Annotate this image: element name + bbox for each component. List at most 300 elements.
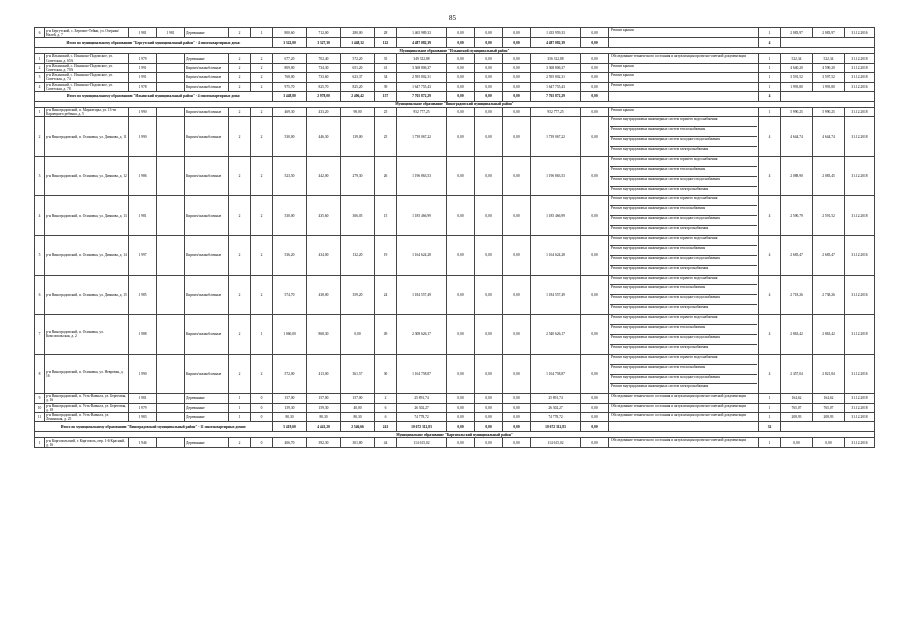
table-cell: 523,50 bbox=[273, 156, 307, 196]
address-cell: р-н Бергутский, с. Бергишт-Тейни, ул. Озерная/Налей, д. 7 bbox=[45, 28, 129, 38]
table-cell: 4 bbox=[759, 196, 781, 236]
table-cell: 74 778,72 bbox=[531, 413, 581, 422]
table-cell: 0,00 bbox=[581, 73, 609, 82]
table-cell: 41 bbox=[375, 63, 397, 72]
table-cell: 157,00 bbox=[341, 394, 375, 403]
work-item: Ремонт внутридомовых инженерных систем теплоснабжения bbox=[610, 127, 757, 137]
table-cell bbox=[157, 156, 185, 196]
table-cell: 0,00 bbox=[475, 315, 503, 355]
work-item: Ремонт внутридомовых инженерных систем электроснабжения bbox=[611, 186, 709, 191]
table-cell: 0,00 bbox=[447, 28, 475, 38]
works-cell bbox=[609, 275, 759, 315]
table-cell: 0,00 bbox=[581, 354, 609, 394]
subtotal-value: 0,00 bbox=[503, 422, 531, 432]
table-row bbox=[35, 107, 875, 116]
table-cell: 0,00 bbox=[503, 73, 531, 82]
table-cell: 0,00 bbox=[581, 275, 609, 315]
subtotal-value: 7 765 872,29 bbox=[397, 91, 447, 101]
table-cell: 2 821,84 bbox=[813, 354, 845, 394]
subtotal-label: Итого по муниципальному образованию "Виноградовский муниципальный район" - 11 многоквартирных домов: bbox=[35, 422, 273, 432]
work-item: Ремонт внутридомовых инженерных систем горячего водоснабжения bbox=[610, 315, 757, 325]
table-cell: 0,00 bbox=[581, 196, 609, 236]
empty-cell bbox=[609, 91, 759, 101]
table-cell: 1 988 bbox=[129, 315, 157, 355]
works-cell bbox=[609, 54, 759, 63]
table-cell: 712,00 bbox=[307, 28, 341, 38]
table-cell: 765,07 bbox=[781, 403, 813, 412]
works-cell bbox=[609, 28, 759, 38]
table-cell: 31.12.2016 bbox=[845, 354, 875, 394]
subtotal-value: 0,00 bbox=[503, 91, 531, 101]
table-cell: 0,00 bbox=[447, 156, 475, 196]
table-cell: 25 bbox=[375, 107, 397, 116]
subtotal-value: 241 bbox=[375, 422, 397, 432]
works-cell bbox=[609, 63, 759, 72]
table-cell: 4 bbox=[759, 354, 781, 394]
table-cell: 2 bbox=[229, 275, 251, 315]
table-cell: 0,00 bbox=[475, 354, 503, 394]
table-cell: 80,30 bbox=[273, 413, 307, 422]
table-cell: 31.12.2018 bbox=[845, 63, 875, 72]
table-cell: 0,00 bbox=[503, 156, 531, 196]
work-item: Обследование технического состояния и актуализация проектно-сметной документации bbox=[611, 438, 747, 443]
table-cell: 0,00 bbox=[475, 236, 503, 276]
table-cell: 2 bbox=[229, 28, 251, 38]
table-cell: 0,00 bbox=[813, 438, 845, 447]
subtotal-value: 0,00 bbox=[581, 422, 609, 432]
table-cell: 39 bbox=[375, 82, 397, 91]
table-cell: Кирпич/шлакоблочные bbox=[185, 107, 229, 116]
subtotal-value: 4 487 082,39 bbox=[397, 38, 447, 48]
table-cell: 0 bbox=[251, 438, 273, 447]
table-cell: 768,00 bbox=[273, 73, 307, 82]
table-cell: 2 bbox=[251, 107, 273, 116]
table-cell: 4 bbox=[759, 117, 781, 157]
table-cell: 2 bbox=[229, 236, 251, 276]
empty-cell bbox=[781, 91, 875, 101]
table-cell: 44 bbox=[375, 438, 397, 447]
table-cell: 9 bbox=[35, 394, 45, 403]
address-cell: р-н Виноградовский, п. Осиновка, ул. Димкова, д. 12 bbox=[45, 156, 129, 196]
table-cell: 1 185 466,99 bbox=[397, 196, 447, 236]
table-cell: 1 196 863,53 bbox=[397, 156, 447, 196]
table-cell: 0,00 bbox=[581, 156, 609, 196]
table-cell: 0,00 bbox=[581, 236, 609, 276]
table-cell: 2 bbox=[375, 394, 397, 403]
subtotal-value: 3 322,00 bbox=[273, 38, 307, 48]
table-cell: 433,20 bbox=[307, 107, 341, 116]
works-cell bbox=[609, 354, 759, 394]
table-cell: 2 bbox=[251, 275, 273, 315]
table-cell: 734,30 bbox=[307, 63, 341, 72]
table-row bbox=[35, 275, 875, 315]
subtotal-label: Итого по муниципальному образованию "Бергутский муниципальный район" - 4 многоквартирных дома: bbox=[35, 38, 273, 48]
table-cell: 1 997 bbox=[129, 236, 157, 276]
table-cell: 159,30 bbox=[307, 403, 341, 412]
table-cell: 10 bbox=[35, 403, 45, 412]
table-cell: 1 465 989,33 bbox=[397, 28, 447, 38]
empty-cell bbox=[609, 38, 759, 48]
table-cell: 825,70 bbox=[307, 82, 341, 91]
table-cell: 280,00 bbox=[341, 28, 375, 38]
table-cell: 2 bbox=[229, 156, 251, 196]
table-cell: 157,00 bbox=[307, 394, 341, 403]
table-cell: 651,20 bbox=[341, 63, 375, 72]
table-cell: 114 615,02 bbox=[531, 438, 581, 447]
subtotal-value: 10 672 312,83 bbox=[397, 422, 447, 432]
table-cell: 0,00 bbox=[447, 107, 475, 116]
table-cell: 98,00 bbox=[341, 107, 375, 116]
table-cell: 702,40 bbox=[307, 54, 341, 63]
table-cell: 0,00 bbox=[447, 82, 475, 91]
table-cell: 361,57 bbox=[341, 354, 375, 394]
table-cell: 6 bbox=[375, 413, 397, 422]
empty-cell bbox=[609, 422, 759, 432]
table-cell: 2 718,26 bbox=[781, 275, 813, 315]
table-cell: 0,00 bbox=[475, 394, 503, 403]
table-cell: 1 bbox=[759, 54, 781, 63]
empty-cell bbox=[781, 38, 875, 48]
address-cell: р-н Виноградовский, п. Усть-Ваеньга, ул. Береговая, д. 18 bbox=[45, 403, 129, 412]
table-cell bbox=[157, 236, 185, 276]
work-item: Ремонт внутридомовых инженерных систем теплоснабжения bbox=[610, 206, 757, 216]
table-cell: 301,80 bbox=[341, 438, 375, 447]
table-cell: 2 bbox=[229, 107, 251, 116]
address-cell: р-н Виноградовский, п. Осиновка, ул. Димкова, д. 13 bbox=[45, 196, 129, 236]
table-cell: 0,00 bbox=[581, 315, 609, 355]
table-cell: 1 bbox=[251, 28, 273, 38]
subtotal-value: 0,00 bbox=[447, 38, 475, 48]
work-item: Ремонт внутридомовых инженерных систем горячего водоснабжения bbox=[610, 276, 757, 286]
page-number: 85 bbox=[449, 14, 456, 22]
table-cell: 26 bbox=[375, 156, 397, 196]
table-row bbox=[35, 403, 875, 412]
table-cell bbox=[157, 54, 185, 63]
works-cell bbox=[609, 394, 759, 403]
subtotal-value: 4 487 082,39 bbox=[531, 38, 581, 48]
table-cell: 0,00 bbox=[475, 413, 503, 422]
table-cell bbox=[157, 107, 185, 116]
table-cell: 4 640,20 bbox=[781, 63, 813, 72]
table-cell: 2 bbox=[251, 196, 273, 236]
table-cell: 74 778,72 bbox=[397, 413, 447, 422]
table-cell: 80,30 bbox=[307, 413, 341, 422]
table-cell: 3 591,52 bbox=[781, 73, 813, 82]
table-row bbox=[35, 54, 875, 63]
table-cell: 0,00 bbox=[581, 28, 609, 38]
table-cell: 0,00 bbox=[503, 413, 531, 422]
address-cell: р-н Виноградовский, п. Осиновка, ул. Димкова, д. 15 bbox=[45, 275, 129, 315]
table-cell: 1 985 bbox=[129, 275, 157, 315]
table-cell bbox=[157, 117, 185, 157]
table-cell: 2 bbox=[251, 63, 273, 72]
table-cell: 5 990,25 bbox=[781, 107, 813, 116]
work-item: Ремонт внутридомовых инженерных систем холодного водоснабжения bbox=[610, 295, 757, 305]
table-cell: 24 bbox=[375, 275, 397, 315]
table-cell bbox=[157, 73, 185, 82]
subtotal-value: 0,00 bbox=[475, 91, 503, 101]
table-cell: 1 981 bbox=[129, 28, 157, 38]
table-cell: 6 bbox=[375, 403, 397, 412]
table-cell: 1 647 755,43 bbox=[531, 82, 581, 91]
table-cell: 0,00 bbox=[581, 117, 609, 157]
table-row bbox=[35, 82, 875, 91]
work-item: Ремонт внутридомовых инженерных систем теплоснабжения bbox=[610, 167, 757, 177]
work-item: Ремонт внутридомовых инженерных систем электроснабжения bbox=[611, 265, 709, 270]
table-cell: 31.12.2018 bbox=[845, 394, 875, 403]
table-cell: 2 bbox=[229, 63, 251, 72]
table-cell: 2 683,47 bbox=[781, 236, 813, 276]
table-cell: 0 bbox=[251, 394, 273, 403]
table-row bbox=[35, 394, 875, 403]
table-cell bbox=[157, 394, 185, 403]
table-cell: 2 bbox=[251, 236, 273, 276]
table-cell: 34 bbox=[375, 73, 397, 82]
table-cell: 0,00 bbox=[447, 196, 475, 236]
table-cell: 159,30 bbox=[273, 403, 307, 412]
table-cell: 1 991 bbox=[129, 63, 157, 72]
table-cell: 536,20 bbox=[273, 236, 307, 276]
table-cell: 2 083,97 bbox=[813, 28, 845, 38]
table-cell: 2 bbox=[229, 315, 251, 355]
table-cell: 0,00 bbox=[503, 63, 531, 72]
table-cell: 1 bbox=[35, 438, 45, 447]
table-cell: 31.12.2016 bbox=[845, 236, 875, 276]
table-cell: 0,00 bbox=[447, 413, 475, 422]
table-cell: 7 bbox=[35, 315, 45, 355]
work-item: Обследование технического состояния и актуализация проектно-сметной документации bbox=[611, 403, 747, 408]
table-cell: 2 591,52 bbox=[813, 196, 845, 236]
section-title: Муниципальное образование "Виноградовский муниципальный район" bbox=[35, 101, 875, 107]
table-cell: 1 979 bbox=[129, 54, 157, 63]
subtotal-value: 10 672 312,83 bbox=[531, 422, 581, 432]
table-cell: 25 bbox=[375, 117, 397, 157]
table-cell: 4 bbox=[759, 156, 781, 196]
table-cell: 0,00 bbox=[475, 275, 503, 315]
table-cell: 0,00 bbox=[503, 354, 531, 394]
table-row bbox=[35, 438, 875, 447]
work-item: Ремонт внутридомовых инженерных систем теплоснабжения bbox=[610, 365, 757, 375]
table-cell: 0,00 bbox=[341, 315, 375, 355]
table-cell: 0,00 bbox=[475, 107, 503, 116]
table-cell: 1 990 bbox=[129, 117, 157, 157]
section-title: Муниципальное образование "Каргопольский муниципальный район" bbox=[35, 432, 875, 438]
table-cell: 2 bbox=[251, 82, 273, 91]
subtotal-value: 5 419,60 bbox=[273, 422, 307, 432]
work-item: Ремонт крыши bbox=[611, 28, 634, 32]
table-cell: 0,00 bbox=[503, 394, 531, 403]
address-cell: р-н Виноградовский, п. Осиновка, ул. Димкова, д. 11 bbox=[45, 117, 129, 157]
work-item: Ремонт внутридомовых инженерных систем холодного водоснабжения bbox=[610, 375, 757, 385]
subtotal-row bbox=[35, 91, 875, 101]
subtotal-row bbox=[35, 38, 875, 48]
table-cell: 952 777,25 bbox=[531, 107, 581, 116]
empty-cell bbox=[781, 422, 875, 432]
table-row bbox=[35, 413, 875, 422]
table-cell: 2 863,42 bbox=[781, 315, 813, 355]
table-cell: 522,34 bbox=[813, 54, 845, 63]
table-cell: 1 bbox=[35, 107, 45, 116]
table-cell: 623,37 bbox=[341, 73, 375, 82]
subtotal-value: 2 546,66 bbox=[341, 422, 375, 432]
table-cell: 1 993,80 bbox=[813, 82, 845, 91]
table-cell: 4 644,74 bbox=[813, 117, 845, 157]
table-cell: 306,05 bbox=[341, 196, 375, 236]
address-cell: р-н Виноградовский, п. Осиновка, ул. Невровая, д. 16 bbox=[45, 354, 129, 394]
table-cell: 3 368 806,37 bbox=[531, 63, 581, 72]
work-item: Ремонт внутридомовых инженерных систем электроснабжения bbox=[611, 384, 709, 389]
work-item: Ремонт внутридомовых инженерных систем теплоснабжения bbox=[610, 285, 757, 295]
table-cell: 31.12.2018 bbox=[845, 196, 875, 236]
works-cell bbox=[609, 403, 759, 412]
table-cell: 1 990 bbox=[129, 354, 157, 394]
work-item: Ремонт внутридомовых инженерных систем холодного водоснабжения bbox=[610, 177, 757, 187]
table-cell: 15 bbox=[375, 196, 397, 236]
table-cell: 572,20 bbox=[341, 54, 375, 63]
address-cell: р-н Ильинский, с. Ильинско-Подомское, ул. Советская, д. 70А bbox=[45, 63, 129, 72]
work-item: Ремонт внутридомовых инженерных систем электроснабжения bbox=[611, 147, 709, 152]
table-cell: 31.12.2018 bbox=[845, 73, 875, 82]
table-cell: 2 738,26 bbox=[813, 275, 845, 315]
table-cell: 132,20 bbox=[341, 236, 375, 276]
table-cell: 0,00 bbox=[503, 107, 531, 116]
table-cell: 31.12.2018 bbox=[845, 315, 875, 355]
table-cell: 3 bbox=[35, 156, 45, 196]
table-cell: 6 bbox=[35, 28, 45, 38]
table-cell: 572,00 bbox=[273, 354, 307, 394]
table-cell: 26 302,27 bbox=[531, 403, 581, 412]
table-cell: 1 bbox=[229, 413, 251, 422]
table-row bbox=[35, 354, 875, 394]
table-cell: 0,00 bbox=[447, 73, 475, 82]
table-cell: 359,20 bbox=[341, 275, 375, 315]
table-cell: 1 bbox=[759, 28, 781, 38]
table-cell: 1 bbox=[35, 54, 45, 63]
work-item: Обследование технического состояния и актуализация проектно-сметной документации bbox=[611, 394, 747, 399]
works-cell bbox=[609, 196, 759, 236]
work-item: Ремонт внутридомовых инженерных систем горячего водоснабжения bbox=[610, 196, 757, 206]
table-cell: 49 bbox=[375, 315, 397, 355]
table-cell: 1 bbox=[229, 403, 251, 412]
table-cell: 0,00 bbox=[781, 438, 813, 447]
work-item: Ремонт внутридомовых инженерных систем холодного водоснабжения bbox=[610, 216, 757, 226]
table-cell: 0,00 bbox=[503, 236, 531, 276]
subtotal-value: 0,00 bbox=[447, 91, 475, 101]
table-cell: 800,60 bbox=[273, 28, 307, 38]
table-cell: 31.12.2016 bbox=[845, 82, 875, 91]
table-cell: 1 bbox=[759, 73, 781, 82]
table-cell: 164,62 bbox=[813, 394, 845, 403]
table-cell: 2 083,45 bbox=[813, 156, 845, 196]
table-cell: 0,00 bbox=[581, 54, 609, 63]
table-cell: 1 739 067,22 bbox=[397, 117, 447, 157]
work-item: Ремонт внутридомовых инженерных систем холодного водоснабжения bbox=[610, 137, 757, 147]
table-cell: Деревянные bbox=[185, 28, 229, 38]
work-item: Обследование технического состояния и актуализация проектно-сметной документации bbox=[611, 54, 747, 59]
table-cell bbox=[157, 82, 185, 91]
table-cell: 1 bbox=[759, 413, 781, 422]
works-cell bbox=[609, 438, 759, 447]
table-cell: 574,70 bbox=[273, 275, 307, 315]
subtotal-value: 7 765 872,29 bbox=[531, 91, 581, 101]
subtotal-value: 0,00 bbox=[503, 38, 531, 48]
table-cell: 0,00 bbox=[447, 275, 475, 315]
table-cell: 2 863,42 bbox=[813, 315, 845, 355]
table-cell: 31.12.2018 bbox=[845, 156, 875, 196]
table-cell: 952 777,25 bbox=[397, 107, 447, 116]
table-row bbox=[35, 156, 875, 196]
table-cell bbox=[157, 403, 185, 412]
table-cell: 0,00 bbox=[503, 438, 531, 447]
table-cell: 0,00 bbox=[503, 117, 531, 157]
table-cell: 2 bbox=[229, 196, 251, 236]
works-cell bbox=[609, 82, 759, 91]
table-cell: 0,00 bbox=[503, 315, 531, 355]
table-cell: 434,00 bbox=[307, 236, 341, 276]
table-cell: 1 164 624,28 bbox=[531, 236, 581, 276]
table-cell: 1 196 863,53 bbox=[531, 156, 581, 196]
table-cell: 19 bbox=[375, 236, 397, 276]
table-cell: 0,00 bbox=[475, 156, 503, 196]
table-cell: 446,30 bbox=[307, 117, 341, 157]
table-cell: 0,00 bbox=[475, 82, 503, 91]
table-cell: 1 bbox=[759, 107, 781, 116]
works-cell bbox=[609, 315, 759, 355]
table-cell: 2 308 626,17 bbox=[397, 315, 447, 355]
table-cell: 0,00 bbox=[447, 438, 475, 447]
work-item: Ремонт крыши bbox=[611, 73, 634, 78]
table-cell: 0,00 bbox=[503, 82, 531, 91]
table-row bbox=[35, 117, 875, 157]
table-cell: 279,30 bbox=[341, 156, 375, 196]
table-cell: Кирпич/шлакоблочные bbox=[185, 315, 229, 355]
table-row bbox=[35, 73, 875, 82]
table-cell: 2 bbox=[229, 117, 251, 157]
work-item: Ремонт внутридомовых инженерных систем электроснабжения bbox=[611, 344, 709, 349]
table-cell: 0,00 bbox=[447, 63, 475, 72]
works-cell bbox=[609, 156, 759, 196]
table-cell: 0,00 bbox=[475, 438, 503, 447]
subtotal-value: 0,00 bbox=[581, 91, 609, 101]
table-cell: 2 595 802,31 bbox=[397, 73, 447, 82]
table-cell: 11 bbox=[35, 413, 45, 422]
address-cell: р-н Ильинский, с. Ильинско-Подомское, ул. Советская, д. 78 bbox=[45, 82, 129, 91]
table-cell: Кирпич/шлакоблочные bbox=[185, 73, 229, 82]
table-cell: 0,00 bbox=[503, 54, 531, 63]
table-cell: 349 312,88 bbox=[397, 54, 447, 63]
table-cell: 0,00 bbox=[581, 403, 609, 412]
table-cell: 356 312,88 bbox=[531, 54, 581, 63]
table-cell: 0,00 bbox=[581, 63, 609, 72]
table-cell: 8 bbox=[35, 354, 45, 394]
table-cell: 2 457,04 bbox=[781, 354, 813, 394]
table-cell: 1 bbox=[759, 438, 781, 447]
table-cell: 975,70 bbox=[273, 82, 307, 91]
table-cell: 0,00 bbox=[447, 54, 475, 63]
table-cell: 0,00 bbox=[581, 107, 609, 116]
table-cell: 1 991 bbox=[129, 73, 157, 82]
table-cell: Деревянные bbox=[185, 413, 229, 422]
table-cell: Деревянные bbox=[185, 403, 229, 412]
table-cell: 1 164 758,87 bbox=[397, 354, 447, 394]
table-cell: 0,00 bbox=[447, 117, 475, 157]
table-cell: 5 990,25 bbox=[813, 107, 845, 116]
subtotal-value: 3 327,30 bbox=[307, 38, 341, 48]
work-item: Обследование технического состояния и актуализация проектно-сметной документации bbox=[611, 413, 747, 418]
table-cell: Кирпич/шлакоблочные bbox=[185, 354, 229, 394]
table-cell: 2 bbox=[229, 73, 251, 82]
table-cell: 0,00 bbox=[475, 28, 503, 38]
